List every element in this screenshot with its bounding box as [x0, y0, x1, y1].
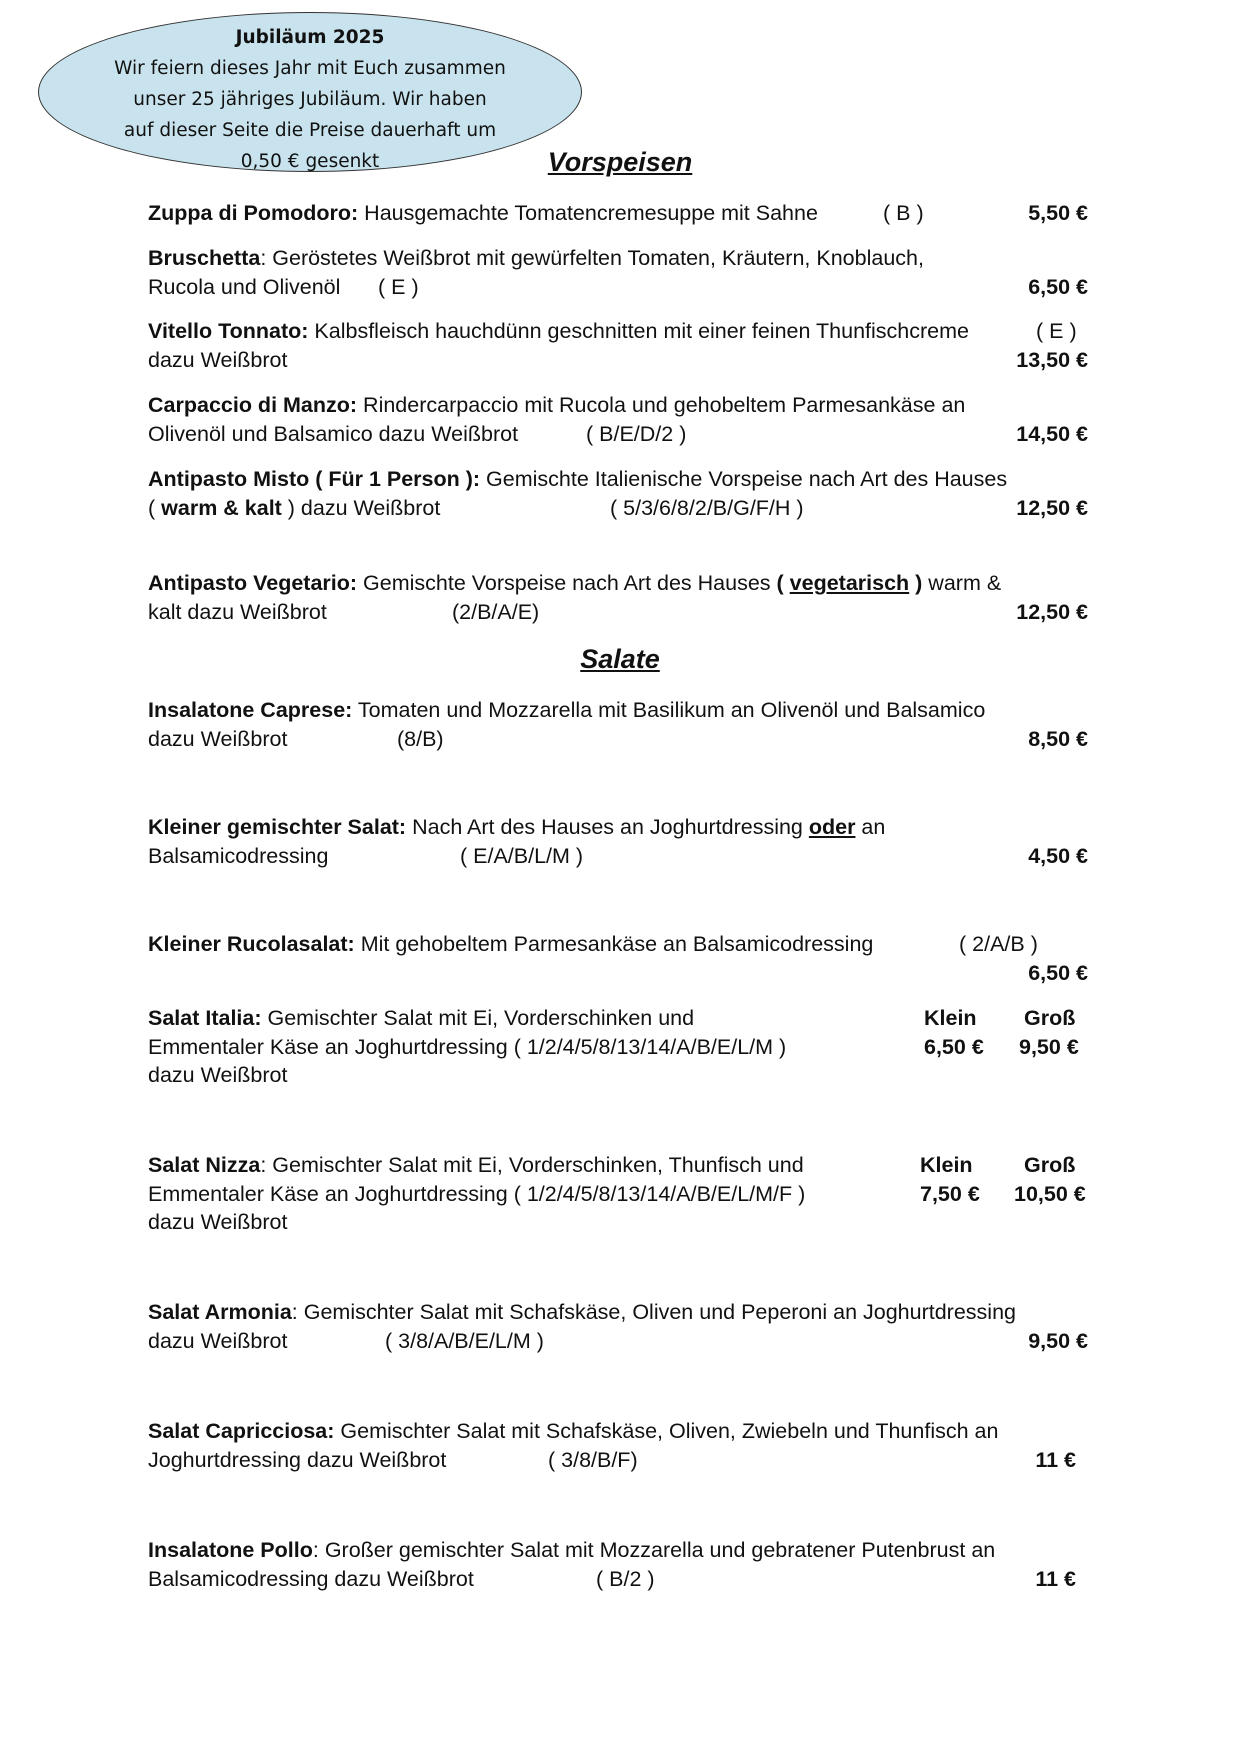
item-highlight: warm & kalt	[161, 495, 282, 520]
item-highlight: )	[909, 571, 923, 595]
section-heading-salads: Salate	[580, 644, 660, 674]
item-price-large: 10,50 €	[1014, 1181, 1086, 1206]
item-allergens: ( E )	[1036, 319, 1077, 343]
item-description: Mit gehobeltem Parmesankäse an Balsamicodressing	[354, 932, 874, 956]
item-price: 5,50 €	[1028, 201, 1088, 225]
item-description: Gemischte Vorspeise nach Art des Hauses	[357, 571, 777, 595]
item-description: Emmentaler Käse an Joghurtdressing ( 1/2/4/5/8/13/14/A/B/E/L/M/F )	[148, 1181, 806, 1206]
item-allergens: ( B )	[883, 201, 924, 225]
item-description: warm &	[922, 571, 1002, 595]
item-allergens: ( B/E/D/2 )	[586, 421, 687, 446]
item-allergens: (8/B)	[397, 726, 444, 751]
item-name: Bruschetta	[148, 246, 261, 270]
jubilee-line: auf dieser Seite die Preise dauerhaft um	[123, 120, 497, 141]
item-price-small: 6,50 €	[924, 1034, 984, 1059]
item-description: Balsamicodressing	[148, 843, 329, 868]
item-description: dazu Weißbrot	[148, 1063, 288, 1087]
item-name: Salat Capricciosa:	[148, 1419, 335, 1443]
item-description: Balsamicodressing dazu Weißbrot	[148, 1566, 474, 1591]
item-name: Kleiner Rucolasalat:	[148, 932, 355, 956]
item-description: Gemischte Italienische Vorspeise nach Art des Hauses	[480, 467, 1008, 491]
size-label-small: Klein	[920, 1153, 973, 1177]
item-name: Zuppa di Pomodoro:	[148, 201, 359, 225]
size-label-small: Klein	[924, 1006, 977, 1030]
item-highlight: vegetarisch	[789, 571, 910, 595]
item-description: Hausgemachte Tomatencremesuppe mit Sahne	[358, 201, 818, 225]
size-label-large: Groß	[1024, 1153, 1076, 1177]
item-allergens: ( 3/8/A/B/E/L/M )	[385, 1328, 544, 1353]
item-name: Insalatone Pollo	[148, 1538, 313, 1562]
item-description: Nach Art des Hauses an Joghurtdressing	[406, 815, 809, 839]
menu-item-salat-nizza	[148, 1151, 1088, 1237]
item-description: ) dazu Weißbrot	[281, 495, 441, 520]
section-heading-starters: Vorspeisen	[547, 147, 693, 177]
item-price: 12,50 €	[1016, 599, 1088, 624]
item-allergens: ( E )	[378, 274, 419, 299]
item-allergens: ( 5/3/6/8/2/B/G/F/H )	[610, 495, 804, 520]
item-price: 6,50 €	[1028, 274, 1088, 299]
item-name: Vitello Tonnato:	[148, 319, 309, 343]
item-price: 14,50 €	[1016, 421, 1088, 446]
item-price: 9,50 €	[1028, 1328, 1088, 1353]
menu-item-kleiner-gemischter-salat	[148, 813, 1088, 870]
item-price-small: 7,50 €	[920, 1181, 980, 1206]
item-allergens: ( B/2 )	[596, 1566, 655, 1591]
menu-item-salat-capricciosa	[148, 1417, 1088, 1474]
item-name: Salat Italia:	[148, 1006, 262, 1030]
item-allergens: ( 3/8/B/F)	[548, 1447, 638, 1472]
menu-item-insalatone-caprese	[148, 696, 1088, 753]
item-price: 11 €	[1035, 1447, 1076, 1472]
item-description: dazu Weißbrot	[148, 1328, 288, 1353]
item-description: Tomaten und Mozzarella mit Basilikum an Olivenöl und Balsamico	[352, 698, 986, 722]
item-highlight: (	[776, 571, 790, 595]
item-name: Carpaccio di Manzo:	[148, 393, 358, 417]
item-price: 12,50 €	[1016, 495, 1088, 520]
item-description: Olivenöl und Balsamico dazu Weißbrot	[148, 421, 519, 446]
item-description: : Großer gemischter Salat mit Mozzarella und gebratener Putenbrust an	[312, 1538, 996, 1562]
item-description: Gemischter Salat mit Ei, Vorderschinken und	[261, 1006, 695, 1030]
item-description: dazu Weißbrot	[148, 1210, 288, 1234]
item-description: (	[148, 495, 162, 520]
item-allergens: (2/B/A/E)	[452, 599, 540, 624]
item-description: an	[855, 815, 886, 839]
menu-item-antipasto-vegetario	[148, 569, 1088, 626]
item-allergens: ( E/A/B/L/M )	[460, 843, 584, 868]
jubilee-line: unser 25 jähriges Jubiläum. Wir haben	[133, 89, 487, 110]
item-name: Insalatone Caprese:	[148, 698, 353, 722]
item-name: Salat Armonia	[148, 1300, 292, 1324]
item-description: : Gemischter Salat mit Ei, Vorderschinken, Thunfisch und	[260, 1153, 804, 1177]
item-name: Kleiner gemischter Salat:	[148, 815, 407, 839]
jubilee-title: Jubiläum 2025	[235, 27, 385, 48]
item-description: : Gemischter Salat mit Schafskäse, Oliven und Peperoni an Joghurtdressing	[291, 1300, 1016, 1324]
item-price: 8,50 €	[1028, 726, 1088, 751]
item-price: 6,50 €	[1028, 960, 1088, 985]
menu-item-antipasto-misto	[148, 465, 1088, 522]
item-highlight: oder	[808, 815, 856, 839]
jubilee-line: 0,50 € gesenkt	[240, 151, 380, 172]
item-name: Antipasto Vegetario:	[148, 571, 358, 595]
item-allergens: ( 2/A/B )	[959, 932, 1038, 956]
item-price: 11 €	[1035, 1566, 1076, 1591]
menu-item-insalatone-pollo	[148, 1536, 1088, 1593]
item-price-large: 9,50 €	[1019, 1034, 1079, 1059]
item-description: Gemischter Salat mit Schafskäse, Oliven, Zwiebeln und Thunfisch an	[334, 1419, 999, 1443]
item-price: 4,50 €	[1028, 843, 1088, 868]
item-name: Antipasto Misto ( Für 1 Person ):	[148, 467, 481, 491]
item-description: Joghurtdressing dazu Weißbrot	[148, 1447, 447, 1472]
item-description: Kalbsfleisch hauchdünn geschnitten mit einer feinen Thunfischcreme	[308, 319, 969, 343]
item-description: dazu Weißbrot	[148, 347, 288, 372]
size-label-large: Groß	[1024, 1006, 1076, 1030]
item-description: Rindercarpaccio mit Rucola und gehobeltem Parmesankäse an	[357, 393, 966, 417]
menu-item-vitello-tonnato	[148, 317, 1088, 374]
item-description: dazu Weißbrot	[148, 726, 288, 751]
item-description: : Geröstetes Weißbrot mit gewürfelten Tomaten, Kräutern, Knoblauch,	[260, 246, 924, 270]
item-name: Salat Nizza	[148, 1153, 261, 1177]
menu-item-salat-italia	[148, 1004, 1088, 1090]
item-price: 13,50 €	[1016, 347, 1088, 372]
menu-item-salat-armonia	[148, 1298, 1088, 1355]
menu-item-kleiner-rucolasalat	[148, 930, 1088, 987]
menu-item-zuppa	[148, 199, 1088, 228]
item-description: kalt dazu Weißbrot	[148, 599, 327, 624]
jubilee-line: Wir feiern dieses Jahr mit Euch zusammen	[114, 58, 506, 79]
menu-item-bruschetta	[148, 244, 1088, 301]
item-description: Rucola und Olivenöl	[148, 274, 341, 299]
item-description: Emmentaler Käse an Joghurtdressing ( 1/2/4/5/8/13/14/A/B/E/L/M )	[148, 1034, 787, 1059]
menu-item-carpaccio	[148, 391, 1088, 448]
